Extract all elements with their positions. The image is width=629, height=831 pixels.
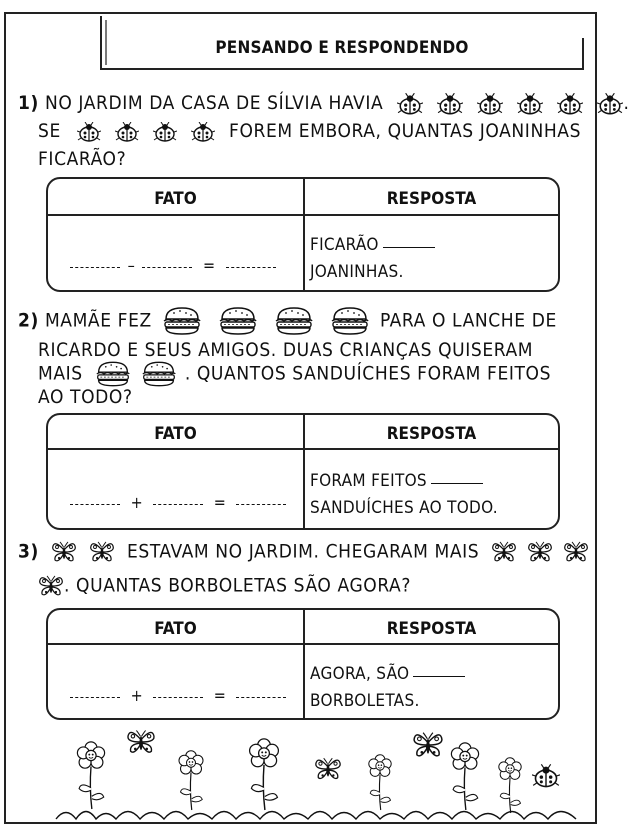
- q1-text-line1: NO JARDIM DA CASA DE SÍLVIA HAVIA: [44, 92, 384, 114]
- q1-line3: FICARÃO?: [38, 148, 127, 170]
- ladybug-icon: [153, 122, 177, 142]
- burger-icon: [95, 360, 131, 388]
- ladybug-icon: [532, 764, 560, 786]
- q1-ladybug-group-leave: [77, 120, 215, 142]
- q1-blank-b[interactable]: [142, 267, 192, 268]
- q3-text-line1: ESTAVAM NO JARDIM. CHEGARAM MAIS: [127, 540, 480, 563]
- q1-answer-line2: JOANINHAS.: [310, 262, 404, 282]
- burger-icon: [162, 306, 202, 336]
- ladybug-icon: [115, 122, 139, 142]
- flower-icon: [250, 739, 279, 810]
- q3-number: 3): [18, 540, 39, 563]
- q1-ladybug-group-initial: [397, 92, 623, 115]
- q2-number: 2): [18, 309, 39, 332]
- q1-blank-result[interactable]: [226, 267, 276, 268]
- q2-operator: +: [130, 493, 143, 512]
- butterfly-icon: [38, 574, 64, 598]
- q3-blank-a[interactable]: [70, 697, 120, 698]
- ladybug-icon: [437, 93, 463, 115]
- q3-answer-blank[interactable]: [413, 676, 465, 677]
- butterfly-icon: [89, 540, 115, 564]
- page-title: PENSANDO E RESPONDENDO: [215, 38, 469, 58]
- grass-outline: [56, 812, 576, 820]
- q1-answer: [310, 232, 435, 286]
- q3-equation: [70, 686, 290, 705]
- q1-number: 1): [18, 92, 39, 114]
- title-box: [100, 16, 584, 70]
- q1-text-se: SE: [38, 120, 61, 142]
- flower-icon: [179, 751, 203, 810]
- q1-blank-a[interactable]: [70, 267, 120, 268]
- ladybug-icon: [77, 122, 101, 142]
- q1-answer-blank[interactable]: [383, 247, 435, 248]
- q2-line1: [18, 306, 557, 336]
- q3-operator: +: [130, 686, 143, 705]
- butterfly-icon: [51, 540, 77, 564]
- q2-blank-b[interactable]: [153, 504, 203, 505]
- q1-header-resposta: RESPOSTA: [386, 189, 477, 209]
- q1-line1-period: .: [623, 92, 629, 114]
- flower-icon: [499, 758, 521, 813]
- q1-equals: =: [202, 256, 215, 275]
- q1-answer-line1: FICARÃO: [310, 235, 379, 255]
- q3-answer: [310, 661, 465, 715]
- q3-text-line2: . QUANTAS BORBOLETAS SÃO AGORA?: [64, 574, 412, 597]
- q2-line3: [38, 360, 551, 388]
- q2-text-line1-end: PARA O LANCHE DE: [379, 309, 557, 332]
- q3-header-fato: FATO: [154, 619, 197, 639]
- q3-answer-line1: AGORA, SÃO: [310, 664, 410, 684]
- q3-header-resposta: RESPOSTA: [386, 619, 477, 639]
- q3-butterfly-group-initial: [51, 540, 115, 564]
- q3-line1: [18, 540, 589, 564]
- q2-text-line3: . QUANTOS SANDUÍCHES FORAM FEITOS: [184, 362, 552, 385]
- q2-answer-line2: SANDUÍCHES AO TODO.: [310, 498, 498, 518]
- butterfly-icon: [563, 540, 589, 564]
- butterfly-icon: [128, 730, 154, 752]
- butterfly-icon: [414, 733, 442, 756]
- q2-line2: RICARDO E SEUS AMIGOS. DUAS CRIANÇAS QUISERAM: [38, 339, 534, 361]
- q3-equals: =: [213, 686, 226, 705]
- burger-icon: [218, 306, 258, 336]
- butterfly-icon: [316, 758, 340, 778]
- q2-answer-line1: FORAM FEITOS: [310, 471, 427, 491]
- ladybug-icon: [557, 93, 583, 115]
- q3-blank-result[interactable]: [236, 697, 286, 698]
- burger-icon: [274, 306, 314, 336]
- q2-answer-blank[interactable]: [431, 483, 483, 484]
- flower-icon: [451, 743, 478, 810]
- flower-icon: [369, 755, 391, 810]
- q2-header-fato: FATO: [154, 424, 197, 444]
- q3-answer-line2: BORBOLETAS.: [310, 691, 420, 711]
- q2-blank-result[interactable]: [236, 504, 286, 505]
- butterfly-icon: [491, 540, 517, 564]
- butterfly-icon: [527, 540, 553, 564]
- q2-answer: [310, 468, 498, 522]
- q3-blank-b[interactable]: [153, 697, 203, 698]
- q2-text-mais: MAIS: [38, 362, 83, 385]
- ladybug-icon: [191, 122, 215, 142]
- ladybug-icon: [477, 93, 503, 115]
- q2-burger-group-initial: [162, 306, 370, 336]
- ladybug-icon: [517, 93, 543, 115]
- q1-answer-table: [46, 177, 560, 292]
- q1-text-line2: FOREM EMBORA, QUANTAS JOANINHAS: [229, 120, 582, 142]
- q1-operator: –: [127, 256, 135, 275]
- ladybug-icon: [597, 93, 623, 115]
- q2-blank-a[interactable]: [70, 504, 120, 505]
- q1-header-fato: FATO: [154, 189, 197, 209]
- burger-icon: [330, 306, 370, 336]
- q2-equals: =: [213, 493, 226, 512]
- q1-equation: [70, 256, 290, 275]
- q2-text-line1: MAMÃE FEZ: [44, 309, 152, 332]
- burger-icon: [141, 360, 177, 388]
- q2-line4: AO TODO?: [38, 386, 133, 408]
- flower-icon: [77, 742, 104, 809]
- q3-line2: [38, 574, 411, 598]
- q2-burger-group-more: [95, 360, 177, 388]
- q3-answer-table: [46, 608, 560, 720]
- q3-butterfly-group-more: [491, 540, 589, 564]
- q2-answer-table: [46, 413, 560, 530]
- ladybug-icon: [397, 93, 423, 115]
- garden-decoration: [56, 726, 576, 821]
- q1-line2: [38, 120, 581, 142]
- q1-line1: [18, 92, 629, 115]
- q2-equation: [70, 493, 290, 512]
- q2-header-resposta: RESPOSTA: [386, 424, 477, 444]
